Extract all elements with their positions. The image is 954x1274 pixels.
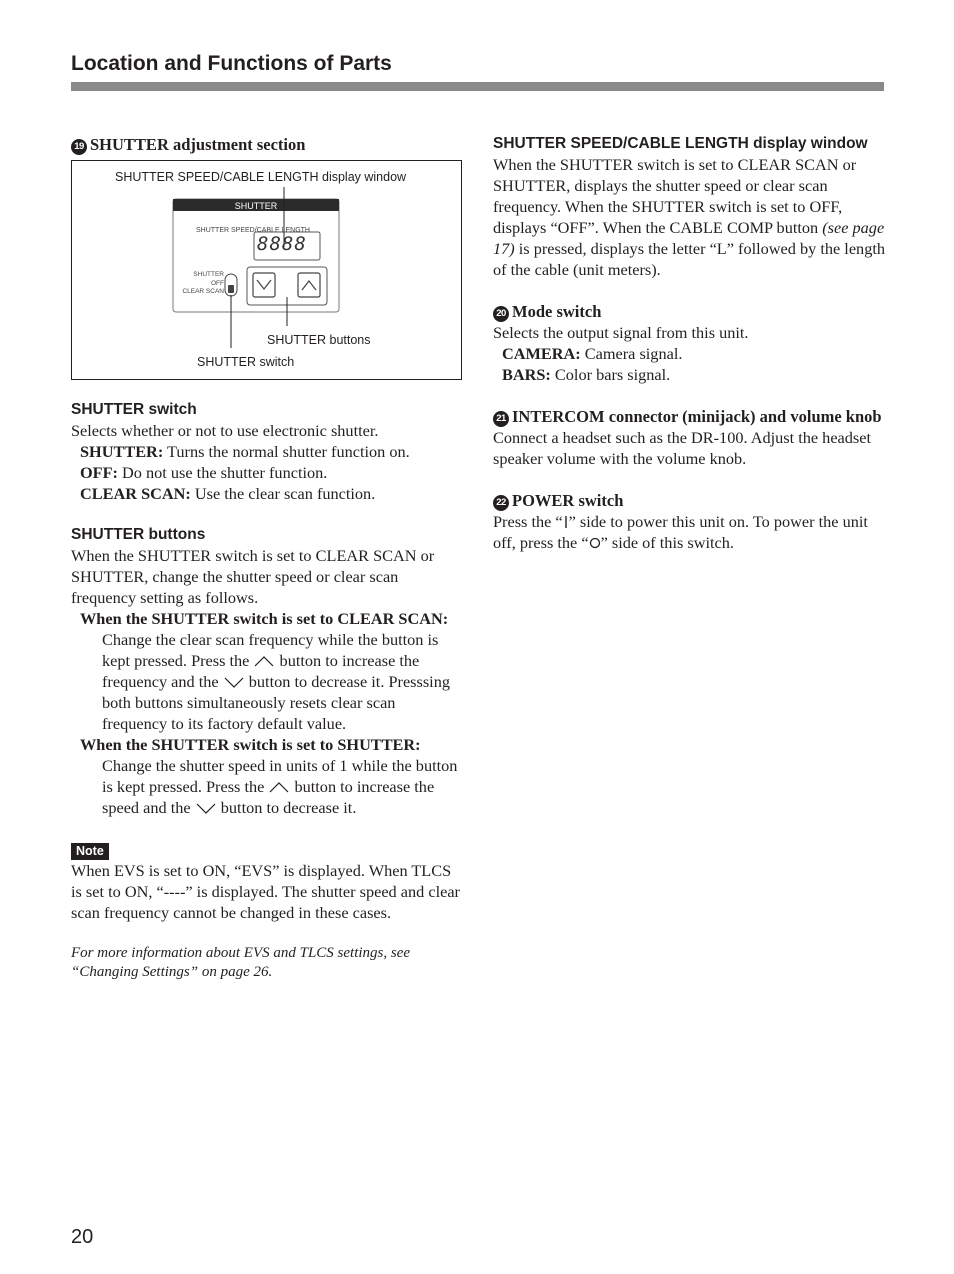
mode-switch-heading: 20 Mode switch	[493, 301, 885, 322]
item-number-19: 19	[71, 139, 87, 155]
item-number-20: 20	[493, 306, 509, 322]
right-column	[493, 134, 885, 553]
power-switch-heading: 22 POWER switch	[493, 490, 885, 511]
display-window-heading: SHUTTER SPEED/CABLE LENGTH display window	[493, 135, 868, 152]
shutter-switch-item-off: OFF: Do not use the shutter function.	[80, 463, 328, 482]
intercom-heading: 21 INTERCOM connector (minijack) and volume knob	[493, 406, 885, 427]
mode-switch-description: Selects the output signal from this unit.	[493, 323, 749, 342]
shutter-panel-figure	[71, 160, 462, 380]
shutter-switch-heading: SHUTTER switch	[71, 401, 197, 418]
shutter-section-heading: 19 SHUTTER adjustment section	[71, 134, 463, 155]
shutter-buttons-description: When the SHUTTER switch is set to CLEAR SCAN or SHUTTER, change the shutter speed or clear scan frequency setting as follows.	[71, 546, 435, 607]
panel-header-label: SHUTTER	[234, 201, 278, 211]
panel-sublabel: SHUTTER SPEED/CABLE LENGTH	[196, 227, 310, 234]
mode-switch-item-bars: BARS: Color bars signal.	[502, 365, 671, 384]
item-number-22: 22	[493, 495, 509, 511]
switch-position-labels: SHUTTER OFF CLEAR SCAN	[182, 271, 224, 295]
down-arrow-icon	[195, 802, 217, 814]
shutter-switch-item-shutter: SHUTTER: Turns the normal shutter function on.	[80, 442, 410, 461]
display-digits: 8888	[257, 233, 307, 255]
power-off-icon	[589, 537, 601, 549]
clear-scan-instructions: When the SHUTTER switch is set to CLEAR SCAN: Change the clear scan frequency while the button is kept pressed. Press the button to increase the frequency and the button to decrease it. Presssing both buttons simultaneously resets clear scan frequency to its factory default value.	[80, 609, 450, 733]
shutter-switch-description: Selects whether or not to use electronic shutter.	[71, 421, 379, 440]
mode-switch-item-camera: CAMERA: Camera signal.	[502, 344, 683, 363]
power-switch-description: Press the “ ” side to power this unit on. To power the unit off, press the “ ” side of this switch.	[493, 512, 868, 552]
title-rule	[71, 82, 884, 91]
shutter-switch-item-clear-scan: CLEAR SCAN: Use the clear scan function.	[80, 484, 376, 503]
page-number: 20	[71, 1226, 94, 1248]
note-text: When EVS is set to ON, “EVS” is displayed. When TLCS is set to ON, “----” is displayed. The shutter speed and clear scan frequency cannot be changed in these cases.	[71, 861, 460, 922]
shutter-buttons-callout: SHUTTER buttons	[267, 333, 371, 347]
shutter-mode-term: When the SHUTTER switch is set to SHUTTER:	[80, 735, 421, 754]
up-arrow-icon	[253, 655, 275, 667]
shutter-switch-callout: SHUTTER switch	[197, 355, 295, 369]
page-title: Location and Functions of Parts	[71, 52, 392, 75]
shutter-mode-instructions: Change the shutter speed in units of 1 while the button is kept pressed. Press the button to increase the speed and the button to decrease it.	[102, 756, 458, 817]
down-arrow-icon	[223, 676, 245, 688]
note-badge: Note	[71, 843, 109, 860]
shutter-buttons-heading: SHUTTER buttons	[71, 526, 206, 543]
display-window-description: When the SHUTTER switch is set to CLEAR SCAN or SHUTTER, displays the shutter speed or clear scan frequency. When the SHUTTER switch is set to OFF, displays “OFF”. When the CABLE COMP button (see page 17) is pressed, displays the letter “L” followed by the length of the cable (unit meters).	[493, 155, 886, 279]
display-window-callout: SHUTTER SPEED/CABLE LENGTH display window	[115, 170, 407, 184]
intercom-description: Connect a headset such as the DR-100. Adjust the headset speaker volume with the volume knob.	[493, 428, 871, 468]
left-column	[71, 134, 463, 982]
item-number-21: 21	[493, 411, 509, 427]
up-arrow-icon	[268, 781, 290, 793]
more-info-note: For more information about EVS and TLCS settings, see “Changing Settings” on page 26.	[71, 945, 411, 980]
